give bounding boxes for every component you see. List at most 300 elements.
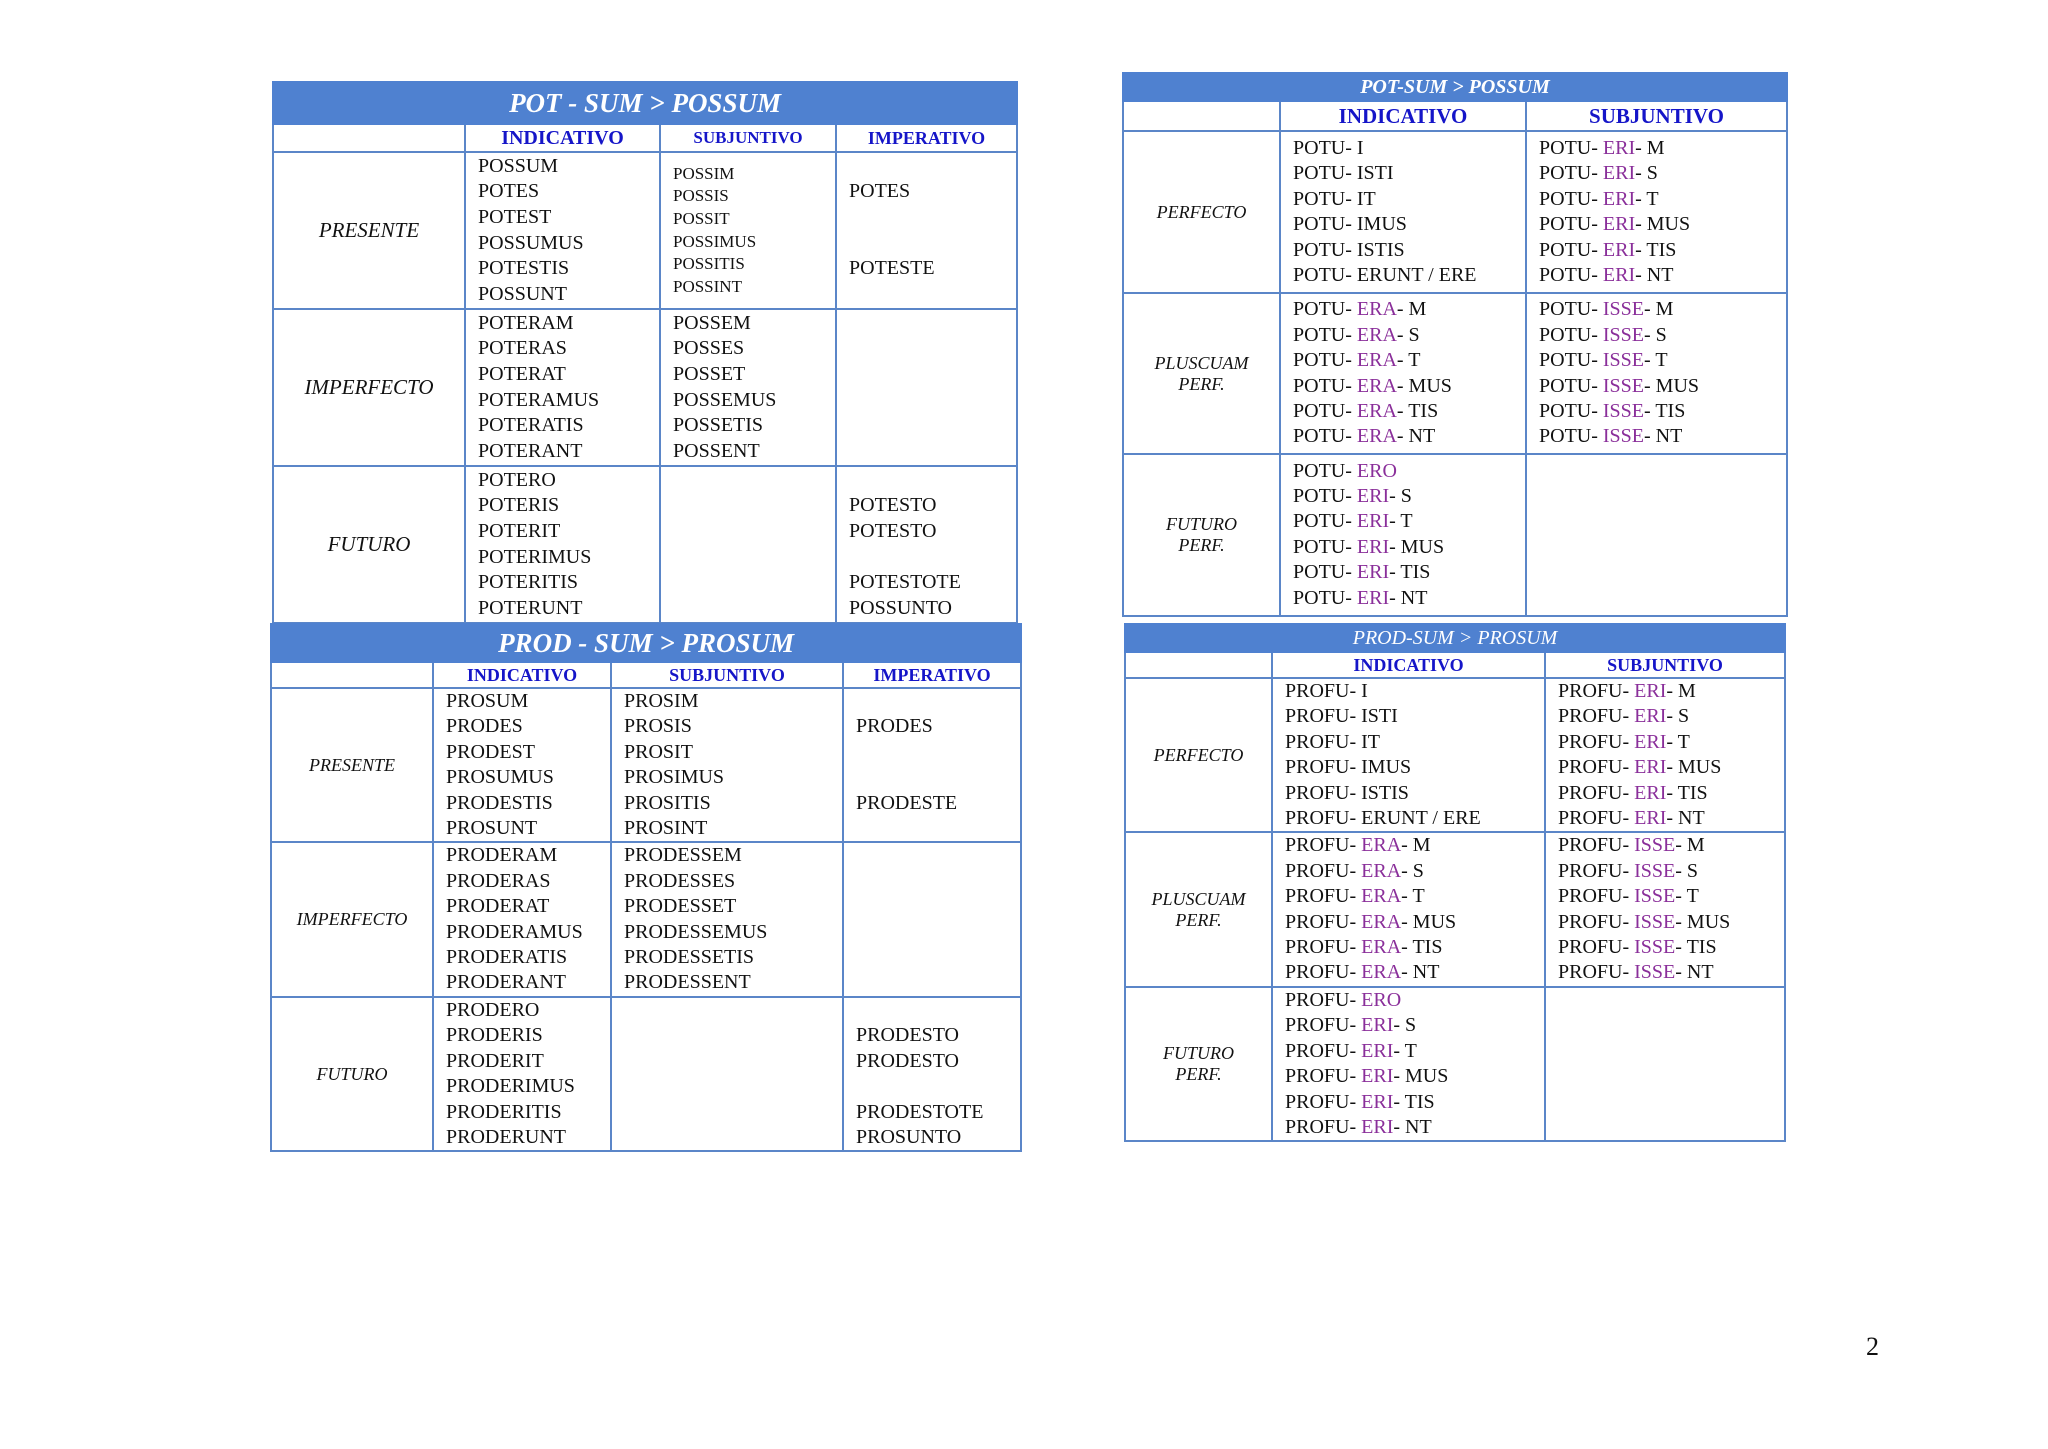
form-ending: - NT (1396, 425, 1436, 448)
form: PROSIT (624, 740, 693, 763)
form-infix: ERA (1356, 425, 1397, 448)
form: PRODESSETIS (624, 946, 755, 969)
form (1285, 1090, 1544, 1115)
form-stem: POTU- (1293, 485, 1357, 508)
form (1539, 323, 1786, 348)
tense-futuro: FUTURO (273, 466, 465, 623)
form-stem: PROFU- (1558, 961, 1635, 984)
form: POTERANT (478, 439, 583, 462)
form-stem: POTU- (1539, 349, 1603, 372)
empty-cell (1545, 987, 1785, 1141)
form (1285, 859, 1544, 884)
form-ending: - NT (1635, 264, 1674, 287)
forms-cell (465, 152, 660, 309)
form-ending: - MUS (1389, 535, 1445, 558)
form-infix: ERI (1602, 213, 1636, 236)
form-stem: PROFU- (1558, 910, 1635, 933)
form-infix: ISSE (1634, 885, 1676, 908)
form-ending: - NT (1393, 1115, 1432, 1138)
forms-cell (611, 842, 843, 996)
form: POTERUNT (478, 596, 583, 619)
forms-cell (1280, 454, 1526, 616)
form: POTU- ISTIS (1293, 238, 1405, 261)
form-stem: PROFU- (1558, 859, 1635, 882)
form: POSSET (673, 362, 746, 385)
form-infix: ERI (1356, 510, 1390, 533)
form: PROSUNTO (856, 1125, 962, 1148)
form-ending: - NT (1675, 961, 1714, 984)
form-infix: ISSE (1634, 859, 1676, 882)
form: POSSUMUS (478, 231, 584, 254)
form-infix: ISSE (1602, 374, 1645, 397)
tense-futuro-perf (1125, 987, 1272, 1141)
form (1558, 755, 1784, 780)
form: POTU- IT (1293, 187, 1376, 210)
form-infix: ERA (1356, 323, 1397, 346)
form: POSSEMUS (673, 388, 777, 411)
page-number: 2 (1866, 1332, 1879, 1361)
form: POTERIMUS (478, 545, 592, 568)
forms-cell (433, 842, 611, 996)
form: POSSINT (673, 276, 742, 296)
form: POTU- ERUNT / ERE (1293, 264, 1477, 287)
form-stem: POTU- (1539, 213, 1603, 236)
form-ending: - NT (1666, 807, 1705, 830)
form: POTERAS (478, 337, 567, 360)
form: PRODESTIS (446, 791, 553, 814)
form-stem: PROFU- (1285, 885, 1362, 908)
form-ending: - T (1635, 187, 1659, 210)
empty-cell (611, 997, 843, 1151)
corner-cell (273, 124, 465, 152)
form-stem: POTU- (1293, 399, 1357, 422)
form-infix: ERI (1634, 807, 1667, 830)
form (1293, 374, 1525, 399)
form (1539, 187, 1786, 212)
form-infix: ERI (1634, 781, 1667, 804)
form-stem: POTU- (1293, 298, 1357, 321)
form (1558, 859, 1784, 884)
form-ending: - MUS (1393, 1065, 1449, 1088)
form-infix: ISSE (1634, 961, 1676, 984)
form-infix: ISSE (1602, 399, 1645, 422)
header-imperativo: IMPERATIVO (843, 662, 1021, 688)
form (1285, 960, 1544, 985)
form-infix: ERA (1361, 961, 1402, 984)
form: POSSIT (673, 208, 730, 228)
tense-perfecto: PERFECTO (1125, 678, 1272, 832)
tense-label: PERF. (1175, 1064, 1222, 1085)
form: POSSIS (673, 186, 729, 206)
form-ending: - NT (1644, 425, 1683, 448)
form (849, 545, 1016, 571)
form (1293, 509, 1525, 534)
form-ending: - S (1401, 859, 1424, 882)
empty-cell (660, 466, 836, 623)
form-infix: ERI (1634, 680, 1667, 702)
header-indicativo: INDICATIVO (1280, 101, 1526, 131)
forms-cell (465, 466, 660, 623)
form: POTESTOTE (849, 571, 961, 594)
form: PROFU- I (1285, 680, 1368, 702)
form-stem: PROFU- (1285, 910, 1362, 933)
forms-cell (1545, 832, 1785, 986)
imperativo-cell (843, 688, 1021, 842)
form-infix: ERI (1361, 1065, 1394, 1088)
form-ending: - MUS (1666, 756, 1722, 779)
corner-cell (271, 662, 433, 688)
form (1558, 679, 1784, 704)
form-ending: - S (1389, 485, 1412, 508)
form: PRODERAMUS (446, 920, 583, 943)
form-stem: PROFU- (1558, 705, 1635, 728)
form-stem: PROFU- (1285, 961, 1362, 984)
form-stem: PROFU- (1285, 1090, 1362, 1113)
form-stem: POTU- (1293, 510, 1357, 533)
form: POSSES (673, 337, 745, 360)
form: POTERIT (478, 519, 561, 542)
prod-sum-table (270, 623, 1020, 1146)
tense-label: FUTURO (1163, 1043, 1234, 1064)
form-stem: PROFU- (1285, 1115, 1362, 1138)
form: POSSIM (673, 163, 735, 183)
form: POTU- IMUS (1293, 213, 1407, 236)
form-ending: - S (1635, 162, 1658, 185)
form-ending: - T (1666, 730, 1690, 753)
form-stem: PROFU- (1558, 885, 1635, 908)
form: PRODERAM (446, 844, 558, 867)
form (1558, 781, 1784, 806)
form: POTESTO (849, 519, 937, 542)
form-ending: - TIS (1675, 936, 1717, 959)
form: PROSUMUS (446, 766, 554, 789)
form-stem: PROFU- (1285, 988, 1362, 1011)
forms-cell (433, 688, 611, 842)
form: POTU- I (1293, 137, 1364, 160)
form (1293, 560, 1525, 585)
form-infix: ERI (1602, 162, 1636, 185)
form-infix: ISSE (1602, 323, 1645, 346)
form (856, 998, 1020, 1023)
form (1539, 297, 1786, 322)
form: PRODERATIS (446, 946, 568, 969)
form-stem: PROFU- (1558, 730, 1635, 753)
pot-sum-perfect-table (1122, 72, 1786, 617)
form-infix: ISSE (1602, 425, 1645, 448)
form: POTEST (478, 205, 552, 228)
form-infix: ERI (1356, 535, 1390, 558)
forms-cell (1272, 832, 1545, 986)
form-ending: - MUS (1396, 374, 1452, 397)
header-subjuntivo: SUBJUNTIVO (1545, 652, 1785, 678)
forms-cell (660, 152, 836, 309)
form-ending: - MUS (1675, 910, 1731, 933)
form-infix: ISSE (1634, 936, 1676, 959)
form: PROSIMUS (624, 766, 725, 789)
form: PRODES (446, 715, 523, 738)
form (1558, 806, 1784, 831)
form-stem: POTU- (1539, 399, 1603, 422)
form (849, 205, 1016, 231)
forms-cell (1280, 293, 1526, 453)
form-ending: - M (1675, 834, 1705, 857)
form (1558, 730, 1784, 755)
form-ending: - TIS (1393, 1090, 1435, 1113)
form (1285, 935, 1544, 960)
form: PRODESTOTE (856, 1100, 984, 1123)
form (1558, 910, 1784, 935)
tense-presente: PRESENTE (271, 688, 433, 842)
tense-perfecto: PERFECTO (1123, 131, 1280, 293)
header-subjuntivo: SUBJUNTIVO (611, 662, 843, 688)
empty-cell (843, 842, 1021, 996)
form (1293, 323, 1525, 348)
header-subjuntivo: SUBJUNTIVO (1526, 101, 1787, 131)
form-infix: ERA (1361, 936, 1402, 959)
form: PRODESTO (856, 1024, 959, 1047)
header-indicativo: INDICATIVO (1272, 652, 1545, 678)
form-stem: POTU- (1539, 298, 1603, 321)
form-ending: - NT (1389, 586, 1428, 609)
imperativo-cell (843, 997, 1021, 1151)
form (1539, 374, 1786, 399)
tense-label: PERF. (1178, 534, 1225, 555)
form-ending: - TIS (1396, 399, 1439, 422)
form: PROFU- IT (1285, 730, 1381, 753)
empty-cell (836, 309, 1017, 466)
form-infix: ERI (1356, 586, 1390, 609)
imperativo-cell (836, 152, 1017, 309)
form: POSSEM (673, 311, 751, 334)
form-stem: PROFU- (1285, 859, 1362, 882)
form: PRODESSET (624, 895, 737, 918)
form: POSSITIS (673, 254, 745, 274)
form-infix: ERA (1356, 374, 1397, 397)
prod-sum-perfect-table (1124, 623, 1784, 1139)
form: POSSIMUS (673, 231, 757, 251)
form-ending: - S (1666, 705, 1690, 728)
form (1285, 1115, 1544, 1140)
form-stem: POTU- (1293, 349, 1357, 372)
form-infix: ERO (1361, 988, 1402, 1011)
forms-cell (1280, 131, 1526, 293)
form-ending: - S (1393, 1014, 1417, 1037)
form-stem: POTU- (1539, 187, 1603, 210)
form: PRODERANT (446, 971, 567, 994)
form (1285, 988, 1544, 1013)
tense-pluscuam (1125, 832, 1272, 986)
form: POSSUNTO (849, 596, 952, 619)
form-infix: ERA (1361, 885, 1402, 908)
form (1285, 884, 1544, 909)
tense-label: FUTURO (1166, 513, 1237, 534)
form (1293, 535, 1525, 560)
form-infix: ISSE (1634, 834, 1676, 857)
header-imperativo: IMPERATIVO (836, 124, 1017, 152)
form: PRODERUNT (446, 1125, 567, 1148)
form: POTERIS (478, 494, 560, 517)
form: PRODERIT (446, 1049, 544, 1072)
form: POSSUNT (478, 282, 567, 305)
form: PRODES (856, 715, 933, 738)
form-infix: ERI (1602, 264, 1636, 287)
form-stem: POTU- (1539, 238, 1603, 261)
form-stem: PROFU- (1558, 680, 1635, 702)
pot-sum-table (272, 81, 1016, 621)
form: PROSUM (446, 690, 529, 712)
form: POTES (849, 180, 911, 203)
form-ending: - M (1401, 834, 1431, 857)
form (1293, 459, 1525, 484)
form-stem: POTU- (1539, 374, 1603, 397)
form: POTESTE (849, 257, 935, 280)
form-ending: - M (1644, 298, 1674, 321)
header-subjuntivo: SUBJUNTIVO (660, 124, 836, 152)
form-stem: PROFU- (1285, 834, 1362, 857)
form (1558, 935, 1784, 960)
form-ending: - M (1666, 680, 1696, 702)
forms-cell (1526, 293, 1787, 453)
form-infix: ERI (1634, 756, 1667, 779)
tense-label: PLUSCUAM (1151, 888, 1246, 909)
form (1539, 212, 1786, 237)
form-stem: POTU- (1539, 323, 1603, 346)
form: PRODERIS (446, 1024, 543, 1047)
tense-label: PLUSCUAM (1154, 352, 1249, 373)
form-infix: ERI (1356, 561, 1390, 584)
tense-imperfecto: IMPERFECTO (273, 309, 465, 466)
tense-pluscuam (1123, 293, 1280, 453)
form: POTERAMUS (478, 388, 600, 411)
form-stem: POTU- (1539, 137, 1603, 160)
form-ending: - T (1396, 349, 1421, 372)
forms-cell (433, 997, 611, 1151)
corner-cell (1125, 652, 1272, 678)
form (856, 765, 1020, 790)
forms-cell (611, 688, 843, 842)
form-ending: - TIS (1644, 399, 1686, 422)
form: PROFU- ISTI (1285, 705, 1398, 728)
form: POTERAT (478, 362, 566, 385)
form: PRODESTE (856, 791, 958, 814)
form-stem: POTU- (1539, 162, 1603, 185)
form (1558, 833, 1784, 858)
table-title: PROD - SUM > PROSUM (271, 624, 1021, 662)
header-indicativo: INDICATIVO (433, 662, 611, 688)
form-stem: PROFU- (1558, 781, 1635, 804)
form: PROFU- ERUNT / ERE (1285, 807, 1481, 830)
form (1285, 1039, 1544, 1064)
form-ending: - TIS (1635, 238, 1677, 261)
form-stem: PROFU- (1558, 936, 1635, 959)
form (1539, 263, 1786, 288)
form (1293, 484, 1525, 509)
form (849, 468, 1016, 494)
form-ending: - T (1393, 1039, 1417, 1062)
form-ending: - M (1635, 137, 1665, 160)
form: PROSUNT (446, 817, 538, 840)
tense-presente: PRESENTE (273, 152, 465, 309)
tense-label: PERF. (1178, 373, 1225, 394)
form-ending: - NT (1401, 961, 1440, 984)
form: PRODESTO (856, 1049, 959, 1072)
tense-label: PERF. (1175, 909, 1222, 930)
form-infix: ERI (1356, 485, 1390, 508)
form-ending: - T (1389, 510, 1413, 533)
tense-imperfecto: IMPERFECTO (271, 842, 433, 996)
form-stem: POTU- (1293, 374, 1357, 397)
form: POTERITIS (478, 571, 578, 594)
form (1285, 1013, 1544, 1038)
form: POTESTO (849, 494, 937, 517)
form-infix: ERA (1361, 834, 1402, 857)
form-ending: - TIS (1401, 936, 1443, 959)
form-ending: - M (1396, 298, 1427, 321)
form: POTERO (478, 468, 556, 491)
form-stem: POTU- (1293, 459, 1357, 482)
form-infix: ERI (1361, 1115, 1394, 1138)
form: PRODERAS (446, 869, 551, 892)
form-infix: ERI (1361, 1014, 1394, 1037)
form-ending: - TIS (1389, 561, 1431, 584)
form-stem: PROFU- (1558, 756, 1635, 779)
forms-cell (660, 309, 836, 466)
forms-cell (1526, 131, 1787, 293)
form (1539, 424, 1786, 449)
form: POTERAM (478, 311, 574, 334)
table-title: POT-SUM > POSSUM (1123, 73, 1787, 101)
form-stem: PROFU- (1558, 834, 1635, 857)
empty-cell (1526, 454, 1787, 616)
form: PROSITIS (624, 791, 711, 814)
form: POTES (478, 180, 540, 203)
header-indicativo: INDICATIVO (465, 124, 660, 152)
form: POTU- ISTI (1293, 162, 1394, 185)
form-ending: - TIS (1666, 781, 1708, 804)
form (1293, 399, 1525, 424)
form: POTERATIS (478, 414, 584, 437)
form-stem: POTU- (1539, 264, 1603, 287)
form: PRODERO (446, 998, 540, 1021)
form (1293, 348, 1525, 373)
imperativo-cell (836, 466, 1017, 623)
form-infix: ERA (1356, 399, 1397, 422)
form-ending: - MUS (1644, 374, 1700, 397)
form-infix: ERI (1634, 705, 1667, 728)
form: PRODESSEM (624, 844, 742, 867)
form (1558, 884, 1784, 909)
form-stem: POTU- (1539, 425, 1603, 448)
form (1539, 399, 1786, 424)
table-title: PROD-SUM > PROSUM (1125, 624, 1785, 652)
form-infix: ERI (1361, 1090, 1394, 1113)
form (1558, 704, 1784, 729)
form: PRODERIMUS (446, 1075, 575, 1098)
form: PROFU- IMUS (1285, 756, 1412, 779)
forms-cell (1272, 987, 1545, 1141)
form-ending: - S (1675, 859, 1699, 882)
form (849, 231, 1016, 257)
table-title: POT - SUM > POSSUM (273, 82, 1017, 124)
form-stem: POTU- (1293, 535, 1357, 558)
corner-cell (1123, 101, 1280, 131)
form (1539, 348, 1786, 373)
form-infix: ERI (1602, 137, 1636, 160)
form-infix: ERI (1602, 238, 1636, 261)
form: PRODERITIS (446, 1100, 562, 1123)
form: PROSIM (624, 690, 699, 712)
form (856, 740, 1020, 765)
